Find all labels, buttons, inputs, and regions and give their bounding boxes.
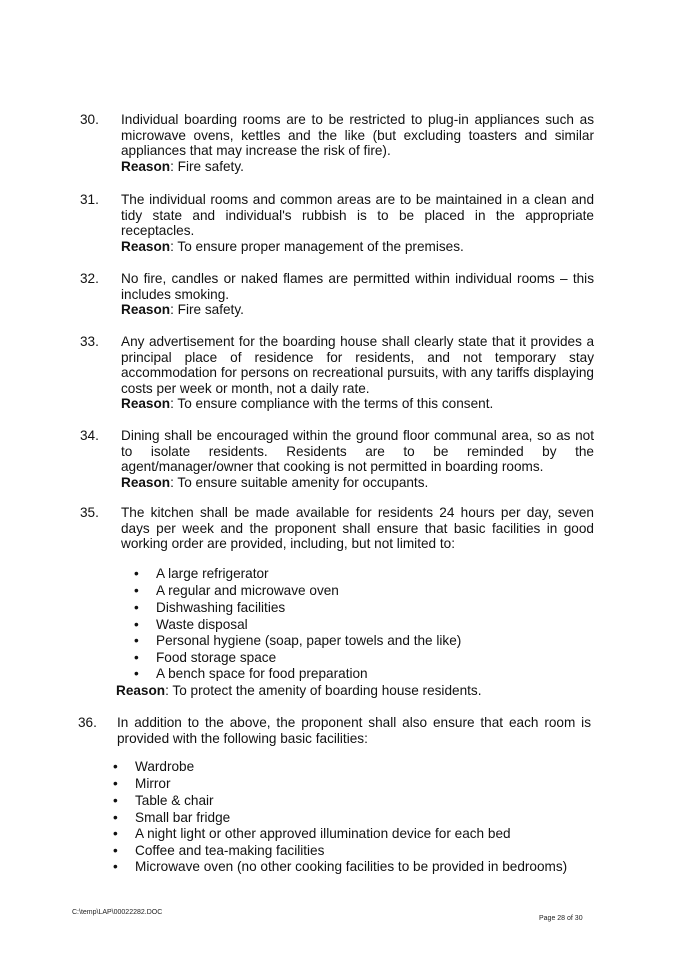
condition-number: 32.: [80, 271, 99, 286]
bullet-glyph: •: [113, 809, 118, 825]
condition-text: In addition to the above, the proponent shall also ensure that each room is provided with the following basic facilities:: [117, 715, 591, 746]
condition-reason: [121, 396, 594, 412]
reason-label: Reason: [121, 474, 171, 490]
condition-body: [121, 271, 594, 318]
list-item-text: A bench space for food preparation: [156, 666, 368, 681]
list-item-text: Waste disposal: [156, 616, 248, 632]
reason-label: Reason: [121, 302, 171, 317]
condition-text: Individual boarding rooms are to be restricted to plug-in appliances such as microwave ovens, kettles and the like (but excluding toasters and similar appliances that may increase the risk of fire).: [121, 112, 594, 158]
condition-text: The kitchen shall be made available for residents 24 hours per day, seven days per week and the proponent shall ensure that basic facilities in good working order are provided, including, but not limited to:: [121, 505, 594, 551]
condition-text: No fire, candles or naked flames are permitted within individual rooms – this includes smoking.: [121, 271, 594, 302]
reason-label: Reason: [121, 238, 171, 254]
list-item-text: Dishwashing facilities: [156, 600, 286, 615]
reason-label: Reason: [116, 683, 166, 698]
bullet-glyph: •: [113, 842, 118, 858]
condition-text: The individual rooms and common areas are to be maintained in a clean and tidy state and individual's rubbish is to be placed in the appropriate receptacles.: [121, 192, 594, 238]
reason-text: : Fire safety.: [170, 302, 244, 317]
condition-reason: [116, 683, 481, 699]
reason-text: : To ensure compliance with the terms of this consent.: [170, 396, 494, 411]
condition-body: [121, 192, 594, 254]
footer-file-path: C:\temp\LAP\00022282.DOC: [72, 909, 163, 916]
condition-number: 33.: [80, 334, 99, 349]
condition-body: [121, 505, 594, 552]
bullet-glyph: •: [134, 600, 139, 615]
reason-text: : Fire safety.: [170, 158, 244, 174]
condition-number: 35.: [80, 505, 99, 520]
list-item-text: A regular and microwave oven: [156, 583, 339, 598]
list-item-text: Microwave oven (no other cooking facilities to be provided in bedrooms): [135, 859, 568, 874]
list-item-text: Wardrobe: [135, 759, 195, 774]
condition-number: 36.: [78, 715, 97, 730]
list-item-text: A large refrigerator: [156, 566, 269, 581]
reason-text: : To ensure suitable amenity for occupants.: [170, 474, 429, 490]
list-item-text: Table & chair: [135, 793, 214, 808]
bullet-glyph: •: [113, 793, 118, 808]
reason-text: : To ensure proper management of the premises.: [170, 238, 464, 254]
condition-number: 31.: [80, 192, 99, 207]
bullet-glyph: •: [134, 666, 139, 681]
condition-reason: [121, 239, 594, 255]
bullet-glyph: •: [113, 826, 118, 841]
reason-label: Reason: [121, 158, 171, 174]
condition-reason: [121, 475, 594, 491]
list-item-text: A night light or other approved illumination device for each bed: [135, 826, 511, 841]
reason-label: Reason: [121, 396, 171, 411]
bullet-glyph: •: [134, 633, 139, 648]
list-item-text: Personal hygiene (soap, paper towels and the like): [156, 633, 462, 648]
bullet-glyph: •: [113, 776, 118, 791]
condition-number: 34.: [80, 428, 99, 443]
bullet-glyph: •: [134, 566, 139, 581]
list-item-text: Mirror: [135, 776, 171, 791]
condition-reason: [121, 302, 594, 318]
condition-body: [117, 715, 591, 746]
reason-text: : To protect the amenity of boarding house residents.: [165, 683, 482, 698]
list-item-text: Coffee and tea-making facilities: [135, 842, 325, 858]
bullet-glyph: •: [113, 759, 118, 774]
condition-body: [121, 334, 594, 412]
bullet-glyph: •: [113, 859, 118, 874]
condition-reason: [121, 159, 594, 175]
condition-text: Dining shall be encouraged within the ground floor communal area, so as not to isolate residents. Residents are to be reminded by the agent/manager/owner that cooking is not permitted in boarding rooms.: [121, 428, 594, 474]
bullet-glyph: •: [134, 583, 139, 598]
condition-text: Any advertisement for the boarding house shall clearly state that it provides a principal place of residence for residents, and not temporary stay accommodation for persons on recreational pursuits, with any tariffs displaying costs per week or month, not a daily rate.: [121, 334, 594, 396]
list-item-text: Small bar fridge: [135, 809, 231, 825]
bullet-glyph: •: [134, 616, 139, 632]
condition-number: 30.: [80, 112, 99, 127]
condition-body: [121, 428, 594, 490]
list-item-text: Food storage space: [156, 649, 277, 665]
footer-page-number: Page 28 of 30: [539, 915, 583, 922]
condition-body: [121, 112, 594, 174]
bullet-glyph: •: [134, 649, 139, 665]
